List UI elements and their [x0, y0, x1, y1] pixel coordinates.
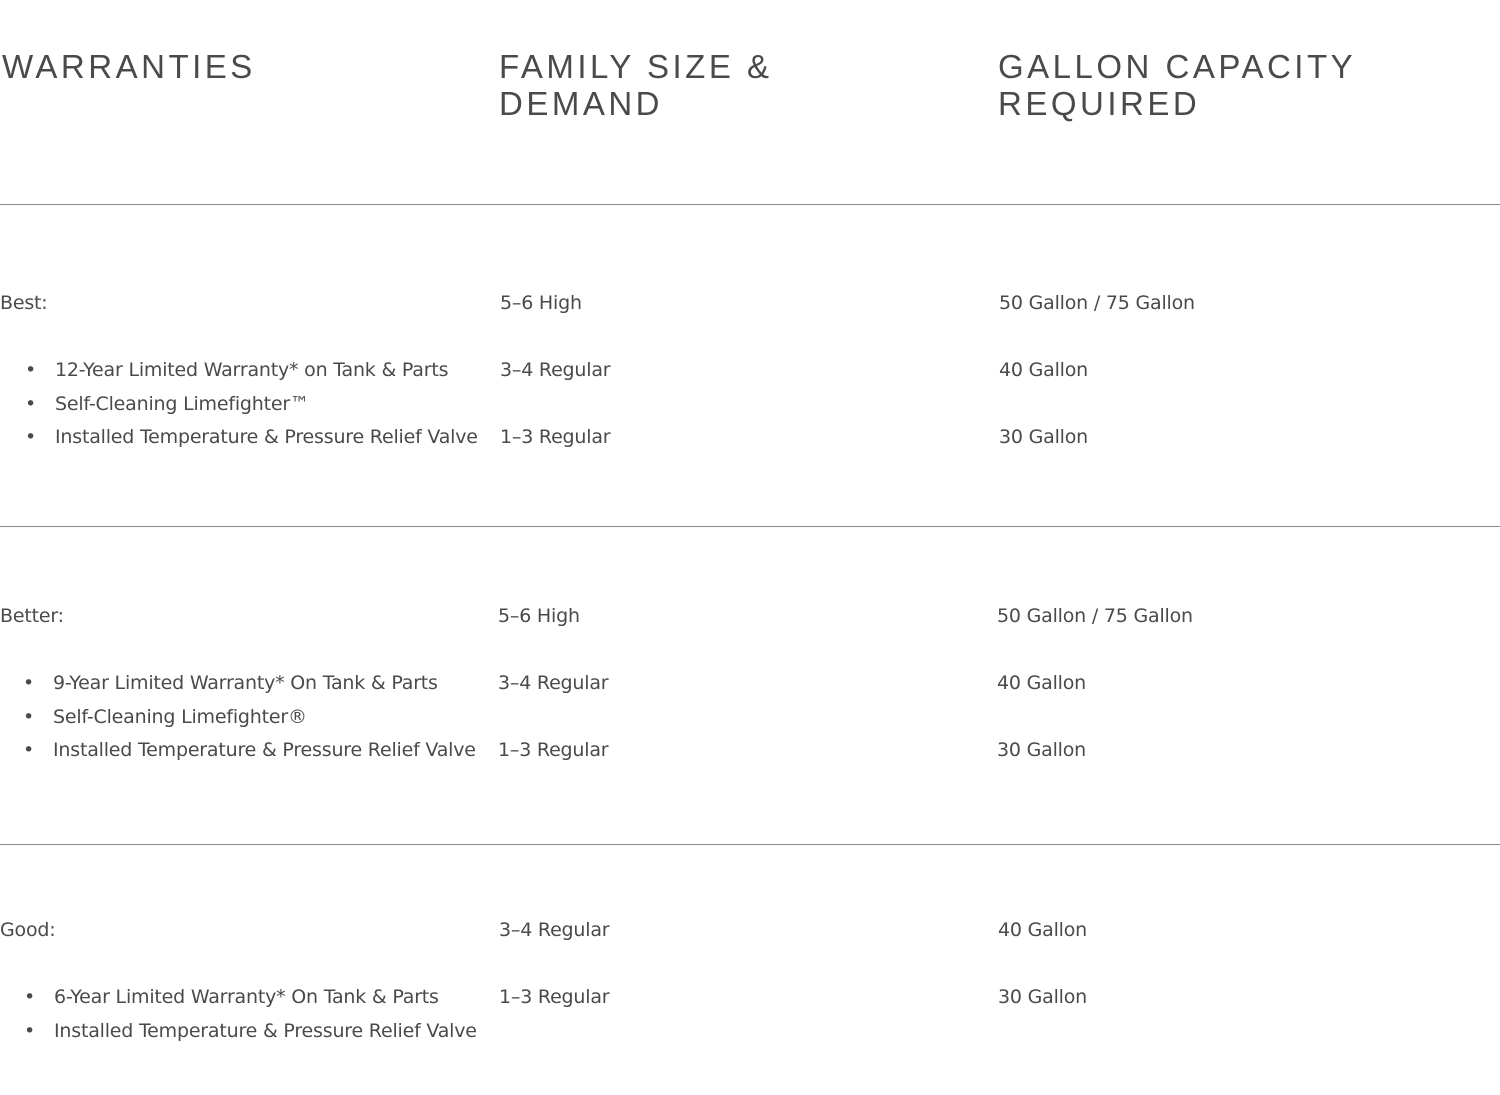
bullet-icon: • — [25, 359, 37, 381]
warranty-feature: • 9-Year Limited Warranty* On Tank & Parts — [23, 672, 438, 694]
divider — [0, 844, 1500, 845]
gallon-capacity-cell: 30 Gallon — [999, 426, 1089, 448]
warranty-feature: • Self-Cleaning Limefighter™ — [25, 392, 309, 415]
gallon-capacity-cell: 30 Gallon — [998, 986, 1088, 1008]
family-size-cell: 3–4 Regular — [500, 359, 611, 381]
header-gallon-capacity-required: GALLON CAPACITY REQUIRED — [998, 48, 1357, 122]
tier-label: Better: — [0, 605, 64, 627]
header-family-size-demand: FAMILY SIZE & DEMAND — [499, 48, 773, 122]
gallon-capacity-cell: 40 Gallon — [999, 359, 1089, 381]
family-size-cell: 1–3 Regular — [499, 986, 610, 1008]
gallon-capacity-cell: 40 Gallon — [997, 672, 1087, 694]
gallon-capacity-cell: 30 Gallon — [997, 739, 1087, 761]
gallon-capacity-cell: 50 Gallon / 75 Gallon — [999, 292, 1195, 314]
family-size-cell: 5–6 High — [500, 292, 582, 314]
warranty-feature: • Self-Cleaning Limefighter® — [23, 705, 307, 728]
bullet-icon: • — [24, 1019, 36, 1042]
divider — [0, 526, 1500, 527]
divider — [0, 204, 1500, 205]
family-size-cell: 1–3 Regular — [500, 426, 611, 448]
bullet-icon: • — [23, 739, 35, 761]
bullet-icon: • — [25, 392, 37, 415]
warranty-feature-list — [23, 672, 476, 773]
warranty-feature: • Installed Temperature & Pressure Relief Valve — [23, 739, 476, 761]
warranty-feature-list — [25, 359, 478, 460]
gallon-capacity-cell: 40 Gallon — [998, 919, 1088, 941]
header-warranties: WARRANTIES — [2, 48, 256, 85]
bullet-icon: • — [25, 426, 37, 448]
tier-label: Best: — [0, 292, 48, 314]
bullet-icon: • — [24, 986, 36, 1008]
family-size-cell: 1–3 Regular — [498, 739, 609, 761]
warranty-feature-list — [24, 986, 477, 1053]
warranty-feature: • Installed Temperature & Pressure Relief Valve — [24, 1019, 477, 1042]
family-size-cell: 3–4 Regular — [498, 672, 609, 694]
warranty-feature: • Installed Temperature & Pressure Relief Valve — [25, 426, 478, 448]
gallon-capacity-cell: 50 Gallon / 75 Gallon — [997, 605, 1193, 627]
tier-label: Good: — [0, 919, 56, 941]
warranty-feature: • 6-Year Limited Warranty* On Tank & Parts — [24, 986, 439, 1008]
bullet-icon: • — [23, 672, 35, 694]
family-size-cell: 5–6 High — [498, 605, 580, 627]
warranty-feature: • 12-Year Limited Warranty* on Tank & Parts — [25, 359, 449, 381]
family-size-cell: 3–4 Regular — [499, 919, 610, 941]
bullet-icon: • — [23, 705, 35, 728]
